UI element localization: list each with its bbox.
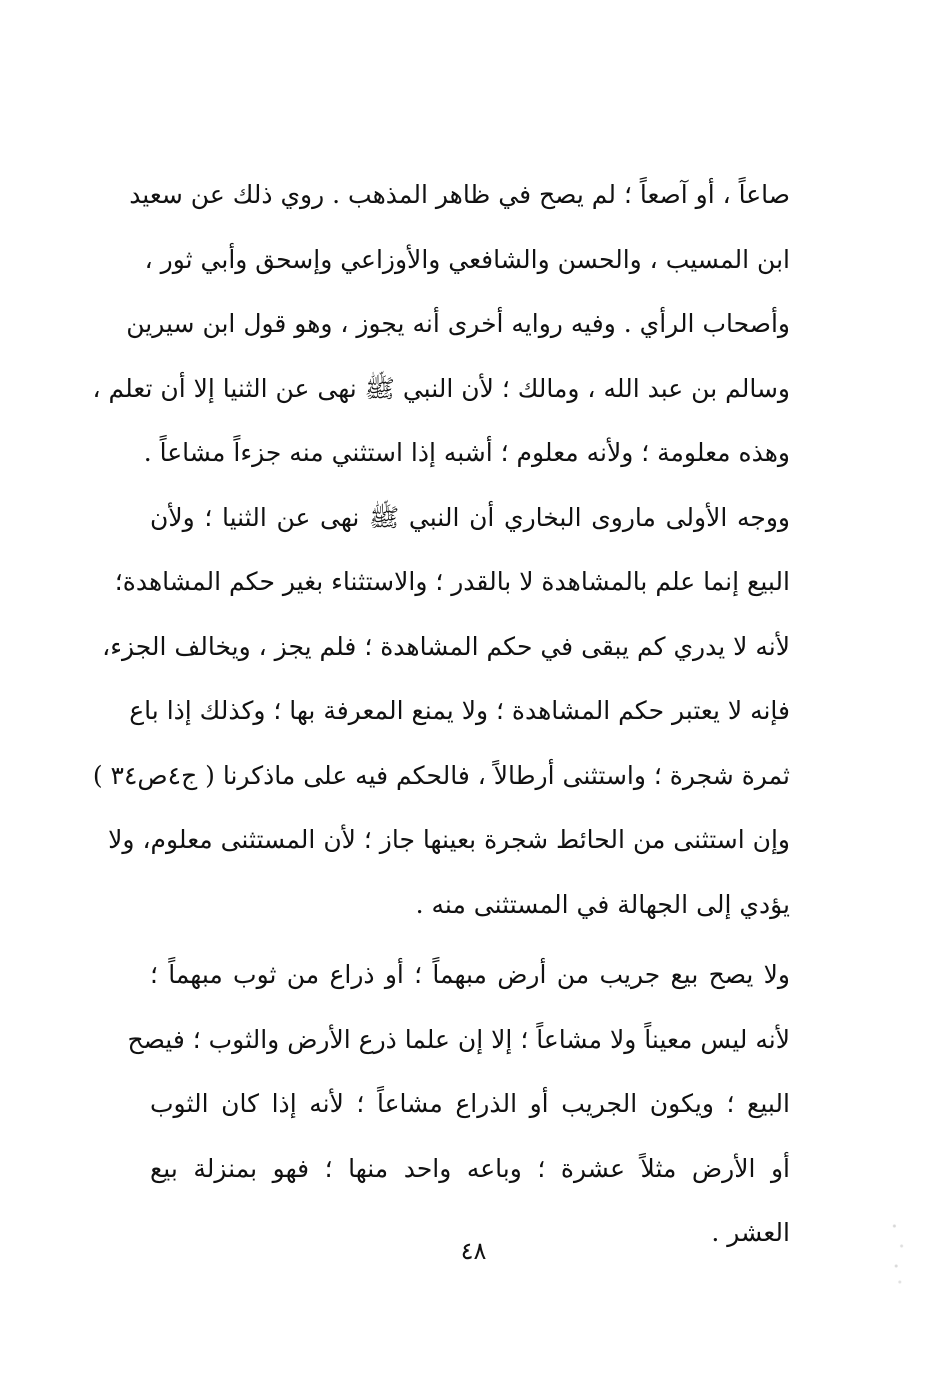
text-line: وأصحاب الرأي . وفيه روايه أخرى أنه يجوز ، وهو قول ابن سيرين: [126, 309, 790, 338]
text-line: ووجه الأولى ماروى البخاري أن النبي ﷺ نهى عن الثنيا ؛ ولأن: [150, 502, 790, 532]
text-line: وهذه معلومة ؛ ولأنه معلوم ؛ أشبه إذا استثني منه جزءاً مشاعاً .: [143, 438, 790, 467]
page-number: ٤٨: [460, 1237, 487, 1265]
text-line: فإنه لا يعتبر حكم المشاهدة ؛ ولا يمنع المعرفة بها ؛ وكذلك إذا باع: [129, 696, 790, 725]
text-line: ثمرة شجرة ؛ واستثنى أرطالاً ، فالحكم فيه على ماذكرنا ( ج٤ص٣٤ ): [92, 760, 790, 790]
text-line: ابن المسيب ، والحسن والشافعي والأوزاعي وإسحق وأبي ثور ،: [144, 244, 790, 274]
text-line: لأنه لا يدري كم يبقى في حكم المشاهدة ؛ فلم يجز ، ويخالف الجزء،: [102, 631, 790, 661]
paragraph-3: [127, 943, 790, 1266]
text-line: يؤدي إلى الجهالة في المستثنى منه .: [415, 889, 790, 919]
text-line: ولا يصح بيع جريب من أرض مبهماً ؛ أو ذراع من ثوب مبهماً ؛: [150, 960, 790, 989]
text-line: صاعاً ، أو آصعاً ؛ لم يصح في ظاهر المذهب . روي ذلك عن سعيد: [129, 180, 790, 209]
text-line: البيع ؛ ويكون الجريب أو الذراع مشاعاً ؛ لأنه إذا كان الثوب: [150, 1089, 790, 1118]
text-line: وسالم بن عبد الله ، ومالك ؛ لأن النبي ﷺ نهى عن الثنيا إلا أن تعلم ،: [92, 373, 790, 403]
text-line: البيع إنما علم بالمشاهدة لا بالقدر ؛ والاستثناء بغير حكم المشاهدة؛: [114, 567, 790, 596]
text-line: العشر .: [711, 1218, 790, 1247]
body-text: [92, 163, 790, 1266]
paragraph-2: [92, 486, 790, 938]
text-line: أو الأرض مثلاً عشرة ؛ وباعه واحد منها ؛ فهو بمنزلة بيع: [150, 1153, 790, 1183]
paragraph-1: [92, 163, 790, 486]
scan-speckle-decoration: [889, 1210, 907, 1290]
text-line: وإن استثنى من الحائط شجرة بعينها جاز ؛ لأن المستثنى معلوم، ولا: [108, 825, 790, 854]
text-line: لأنه ليس معيناً ولا مشاعاً ؛ إلا إن علما ذرع الأرض والثوب ؛ فيصح: [127, 1024, 790, 1054]
